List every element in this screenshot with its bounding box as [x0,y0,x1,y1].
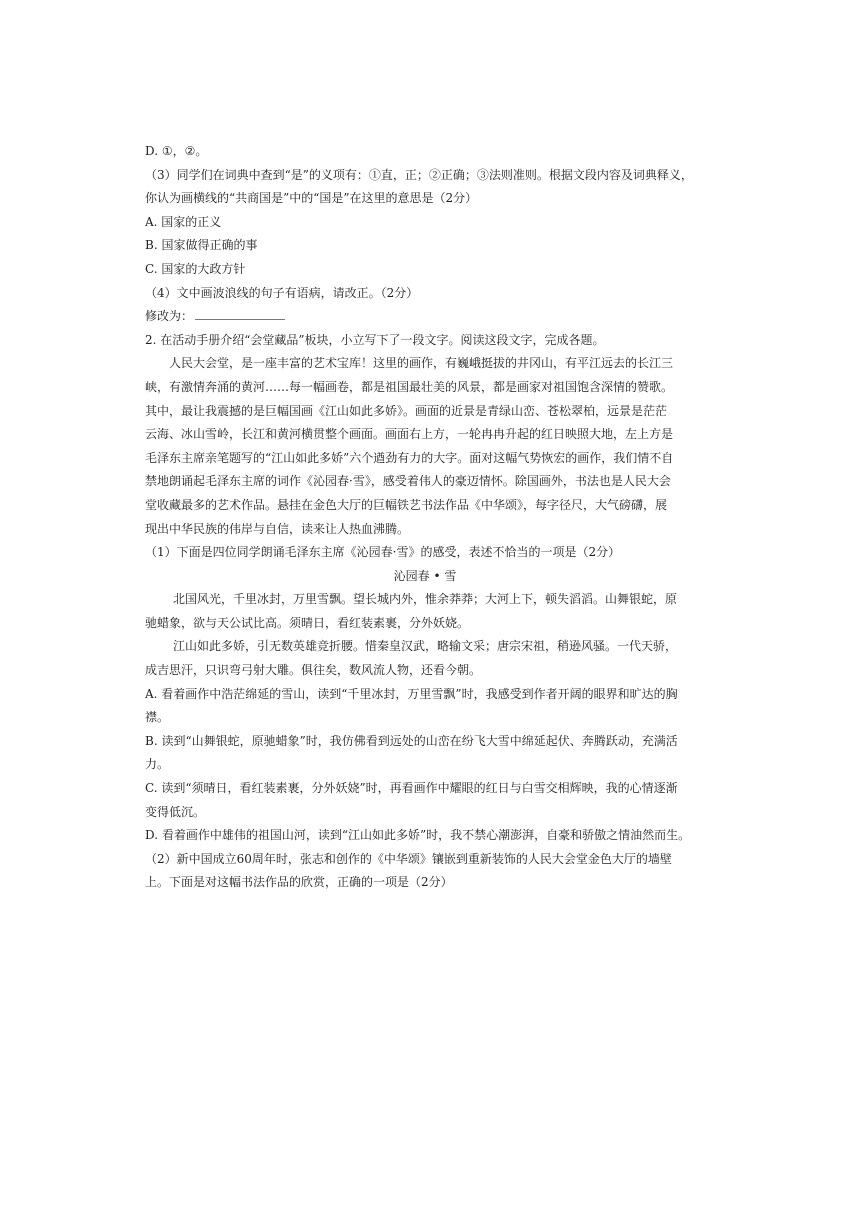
q3-option-a: A. 国家的正义 [145,214,222,229]
passage-line-3: 其中，最让我震撼的是巨幅国画《江山如此多娇》。画面的近景是青绿山峦、苍松翠柏，远景是茫茫 [145,403,668,418]
exam-page [145,140,705,895]
q1-option-d: D. ①，②。 [145,144,208,158]
poem-line-3: 江山如此多娇，引无数英雄竞折腰。惜秦皇汉武，略输文采；唐宗宋祖，稍逊风骚。一代天骄， [173,639,678,654]
sub2-stem-line2: 上。下面是对这幅书法作品的欣赏，正确的一项是（2分） [145,875,453,890]
sub2-stem-line1: （2）新中国成立60周年时，张志和创作的《中华颂》镶嵌到重新装饰的人民大会堂金色大厅的墙壁 [145,851,672,866]
sub1-option-a-line2: 襟。 [145,710,170,725]
sub1-option-b-line1: B. 读到“山舞银蛇，原驰蜡象”时，我仿佛看到远处的山峦在纷飞大雪中绵延起伏、奔腾跃动，充满活 [145,733,678,748]
poem-title: 沁园春 • 雪 [393,568,457,583]
passage-line-7: 堂收藏最多的艺术作品。悬挂在金色大厅的巨幅铁艺书法作品《中华颂》，每字径尺，大气磅礴，展 [145,497,668,512]
poem-line-2: 驰蜡象，欲与天公试比高。须晴日，看红装素裹，分外妖娆。 [145,615,470,630]
q4-answer-label: 修改为： [145,309,194,324]
sub1-option-c-line2: 变得低沉。 [145,804,206,819]
passage-line-6: 禁地朗诵起毛泽东主席的词作《沁园春·雪》，感受着伟人的豪迈情怀。除国画外，书法也是人民大会 [145,474,671,489]
poem-line-4: 成吉思汗，只识弯弓射大雕。俱往矣，数风流人物，还看今朝。 [145,663,482,678]
q4-answer-row [145,305,705,329]
sub1-option-c-line1: C. 读到“须晴日，看红装素裹，分外妖娆”时，再看画作中耀眼的红日与白雪交相辉映，我的心情逐渐 [145,781,678,796]
q2-intro: 2. 在活动手册介绍“会堂藏品”板块，小立写下了一段文字。阅读这段文字，完成各题。 [145,332,605,347]
sub1-option-a-line1: A. 看着画作中浩茫绵延的雪山，读到“千里冰封，万里雪飘”时，我感受到作者开阔的眼界和旷达的胸 [145,686,678,701]
passage-line-4: 云海、冰山雪岭，长江和黄河横贯整个画面。画面右上方，一轮冉冉升起的红日映照大地，左上方是 [145,427,674,442]
q4-stem: （4）文中画波浪线的句子有语病，请改正。（2分） [145,285,419,300]
q4-answer-blank[interactable] [195,305,285,320]
q3-stem-line2: 你认为画横线的“共商国是”中的“国是”在这里的意思是（2分） [145,191,478,206]
sub1-stem: （1）下面是四位同学朗诵毛泽东主席《沁园春·雪》的感受，表述不恰当的一项是（2分） [145,545,621,560]
sub1-option-d: D. 看着画作中雄伟的祖国山河，读到“江山如此多娇”时，我不禁心潮澎湃，自豪和骄傲之情油然而生。 [145,828,691,843]
q3-stem-line1: （3）同学们在词典中查到“是”的义项有：①直，正；②正确；③法则准则。根据文段内容及词典释义， [145,167,693,182]
q3-option-c: C. 国家的大政方针 [145,261,246,276]
q3-option-b: B. 国家做得正确的事 [145,238,258,253]
sub1-option-b-line2: 力。 [145,757,170,772]
passage-line-2: 峡，有激情奔涌的黄河……每一幅画卷，都是祖国最壮美的风景，都是画家对祖国饱含深情的赞歌。 [145,379,674,394]
passage-line-1: 人民大会堂，是一座丰富的艺术宝库！这里的画作，有巍峨挺拔的井冈山，有平江远去的长江三 [169,356,674,371]
poem-line-1: 北国风光，千里冰封，万里雪飘。望长城内外，惟余莽莽；大河上下，顿失滔滔。山舞银蛇，原 [173,592,678,607]
passage-line-5: 毛泽东主席亲笔题写的“江山如此多娇”六个遒劲有力的大字。面对这幅气势恢宏的画作，我们情不自 [145,450,674,465]
passage-line-8: 现出中华民族的伟岸与自信，读来让人热血沸腾。 [145,521,410,536]
